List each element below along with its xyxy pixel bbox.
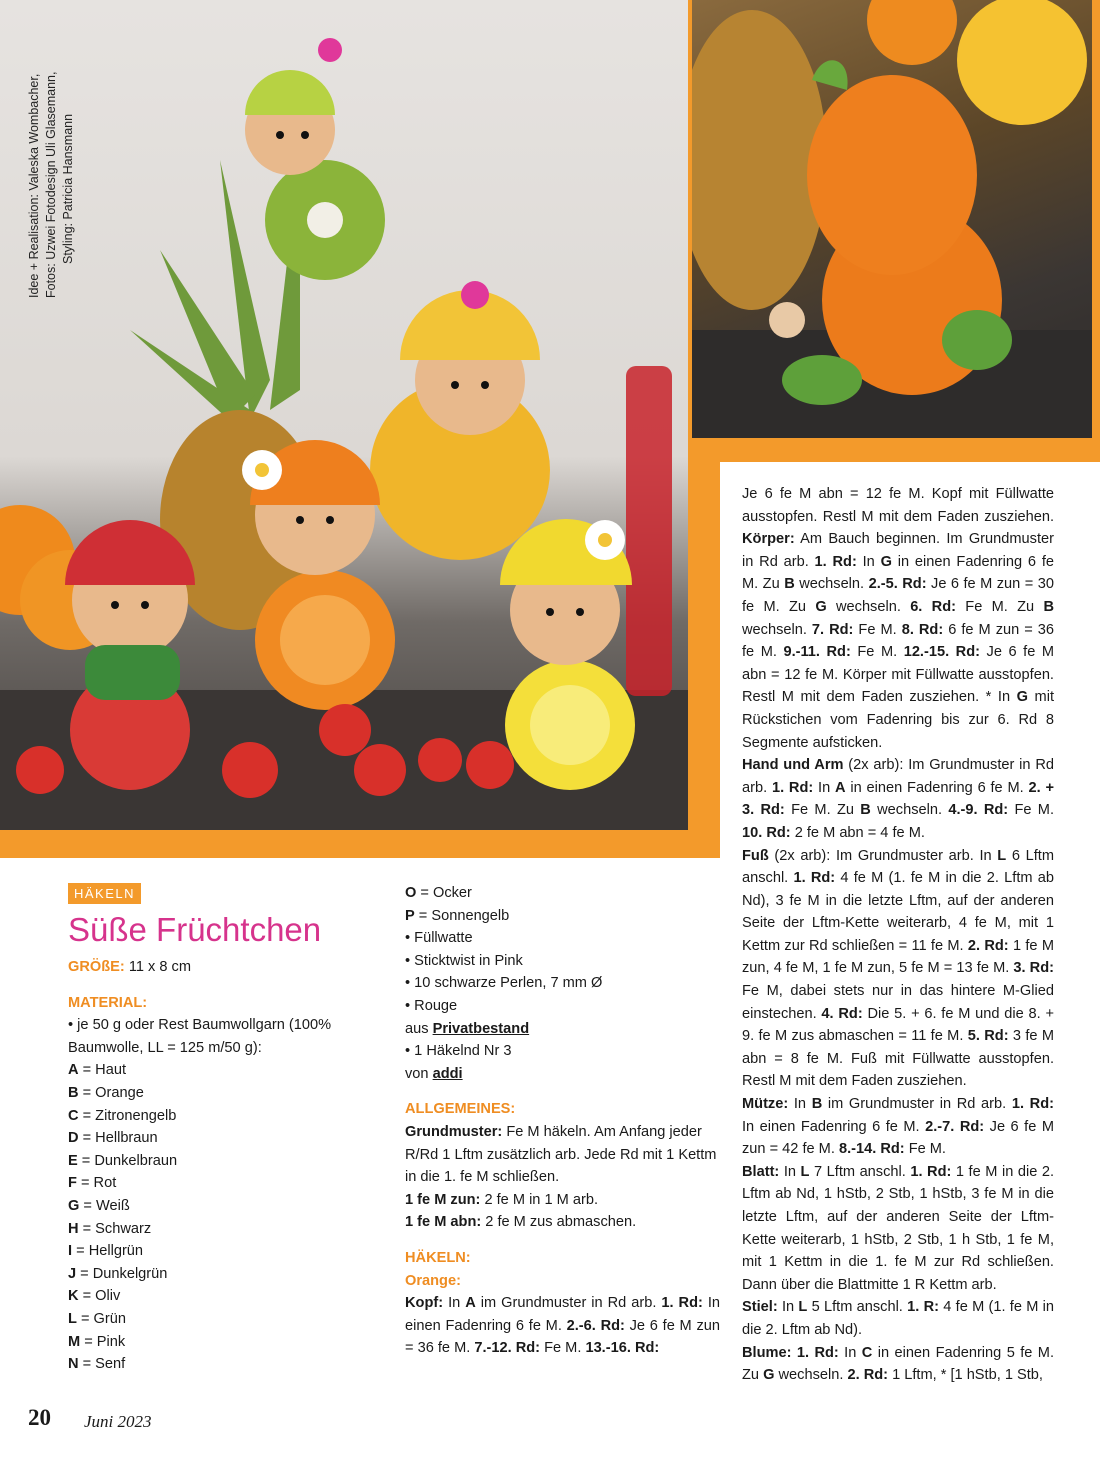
page-number: 20: [28, 1405, 51, 1430]
yarn-color-item: G = Weiß: [68, 1197, 130, 1214]
credits-line-2: Fotos: Uzwei Fotodesign Uli Glasemann,: [44, 71, 58, 298]
material-item: • 10 schwarze Perlen, 7 mm Ø: [405, 975, 603, 992]
crochet-heading: HÄKELN:: [405, 1249, 471, 1266]
general-heading: ALLGEMEINES:: [405, 1101, 516, 1118]
size-line: GRÖßE: 11 x 8 cm: [68, 959, 191, 975]
yarn-color-list-cont: [405, 882, 720, 927]
orange-frame-mid: [688, 440, 720, 858]
material-intro: • je 50 g oder Rest Baumwollgarn (100% Baumwolle, LL = 125 m/50 g):: [68, 1017, 332, 1056]
photo-credits: [26, 28, 88, 298]
yarn-color-item: H = Schwarz: [68, 1220, 152, 1237]
instructions-continued: Je 6 fe M abn = 12 fe M. Kopf mit Füllwatte ausstopfen. Restl M mit dem Faden zusziehen. Körper: Am Bauch beginnen. Im Grundmuster in Rd arb. 1. Rd: In G in einen Fadenring 6 fe M. Zu B wechseln. 2.-5. Rd: Je 6 fe M zun = 30 fe M. Zu G wechseln. 6. Rd: Fe M. Zu B wechseln. 7. Rd: Fe M. 8. Rd: 6 fe M zun = 36 fe M. 9.-11. Rd: Fe M. 12.-15. Rd: Je 6 fe M abn = 12 fe M. Körper mit Füllwatte ausstopfen. Restl M mit dem Faden zusziehen. * In G mit Rückstichen vom Fadenring bis zur 6. Rd 8 Segmente aufsticken. Hand und Arm (2x arb): Im Grundmuster in Rd arb. 1. Rd: In A in einen Fadenring 6 fe M. 2. + 3. Rd: Fe M. Zu B wechseln. 4.-9. Rd: Fe M. 10. Rd: 2 fe M abn = 4 fe M. Fuß (2x arb): Im Grundmuster arb. In L 6 Lftm anschl. 1. Rd: 4 fe M (1. fe M in die 2. Lftm ab Nd), 3 fe M in die letzte Lftm, auf der anderen Seite der Lftm-Kette weiterarb, 4 fe M, mit 1 Kettm zur Rd schließen = 11 fe M. 2. Rd: 1 fe M zun, 4 fe M, 1 fe M zun, 5 fe M = 13 fe M. 3. Rd: Fe M, dabei stets nur in das hintere M-Glied einstechen. 4. Rd: Die 5. + 6. fe M und die 8. + 9. fe M zus abmaschen = 11 fe M. 5. Rd: 3 fe M abn = 8 fe M. Fuß mit Füllwatte ausstopfen. Restl M mit dem Faden zusziehen. Mütze: In B im Grundmuster in Rd arb. 1. Rd: In einen Fadenring 6 fe M. 2.-7. Rd: Je 6 fe M zun = 42 fe M. 8.-14. Rd: Fe M. Blatt: In L 7 Lftm anschl. 1. Rd: 1 fe M in die 2. Lftm ab Nd, 1 hStb, 2 Stb, 1 hStb, 3 fe M in die letzte Lftm, auf der anderen Seite der Lftm-Kette weiterarb, 1 hStb, 2 Stb, 1 h Stb, 1 fe M, mit 1 Kettm in die 1. fe M zur Rd schließen. Dann über die Blattmitte 1 R Kettm arb. Stiel: In L 5 Lftm anschl. 1. R: 4 fe M (1. fe M in die 2. Lftm ab Nd). Blume: 1. Rd: In C in einen Fadenring 5 fe M. Zu G wechseln. 2. Rd: 1 Lftm, * [1 hStb, 1 Stb,: [742, 486, 1055, 1384]
credits-line-1: Idee + Realisation: Valeska Wombacher,: [27, 73, 41, 298]
orange-frame-bottom: [0, 830, 720, 858]
orange-doll-back-illustration: [692, 0, 1092, 438]
yarn-color-item: N = Senf: [68, 1356, 126, 1373]
increase-text: 1 fe M zun: 2 fe M in 1 M arb.: [405, 1191, 599, 1208]
orange-subheading: Orange:: [405, 1272, 461, 1289]
yarn-color-item: I = Hellgrün: [68, 1243, 144, 1260]
yarn-color-item: M = Pink: [68, 1333, 126, 1350]
yarn-color-item: D = Hellbraun: [68, 1130, 158, 1147]
main-photo: [0, 0, 688, 830]
yarn-color-item: F = Rot: [68, 1175, 117, 1192]
source-line-2: von addi: [405, 1065, 463, 1082]
material-heading: MATERIAL:: [68, 994, 148, 1011]
grundmuster-text: Grundmuster: Fe M häkeln. Am Anfang jeder R/Rd 1 Lftm zusätzlich arb. Jede Rd mit 1 Kettm in die 1. fe M schließen.: [405, 1123, 717, 1186]
yarn-color-item: L = Grün: [68, 1310, 126, 1327]
yarn-color-item: K = Oliv: [68, 1288, 121, 1305]
column-3: [742, 483, 1054, 1387]
yarn-color-item: B = Orange: [68, 1084, 144, 1101]
yarn-color-list: [68, 1059, 378, 1375]
yarn-color-item: J = Dunkelgrün: [68, 1265, 168, 1282]
yarn-color-item: C = Zitronengelb: [68, 1107, 177, 1124]
article-title: Süße Früchtchen: [68, 911, 322, 948]
hook-line: • 1 Häkelnd Nr 3: [405, 1043, 512, 1060]
column-1: [68, 883, 378, 1376]
material-item: • Füllwatte: [405, 930, 473, 947]
issue-date: Juni 2023: [84, 1412, 152, 1431]
material-item: • Rouge: [405, 997, 458, 1014]
credits-line-3: Styling: Patricia Hansmann: [61, 113, 75, 264]
side-photo: [692, 0, 1092, 438]
yarn-color-item: A = Haut: [68, 1062, 127, 1079]
yarn-color-item: O = Ocker: [405, 885, 472, 901]
crochet-dolls-illustration: [0, 0, 688, 830]
column-2: [405, 882, 720, 1360]
yarn-color-item: E = Dunkelbraun: [68, 1152, 178, 1169]
decrease-text: 1 fe M abn: 2 fe M zus abmaschen.: [405, 1214, 637, 1231]
section-kicker: HÄKELN: [68, 883, 141, 904]
head-instructions: Kopf: In A im Grundmuster in Rd arb. 1. Rd: In einen Fadenring 6 fe M. 2.-6. Rd: Je 6 fe M zun = 36 fe M. 7.-12. Rd: Fe M. 13.-16. Rd:: [405, 1295, 720, 1357]
material-items: [405, 927, 720, 1017]
yarn-color-item: P = Sonnengelb: [405, 907, 510, 924]
source-line-1: aus Privatbestand: [405, 1020, 530, 1037]
material-item: • Sticktwist in Pink: [405, 952, 523, 969]
